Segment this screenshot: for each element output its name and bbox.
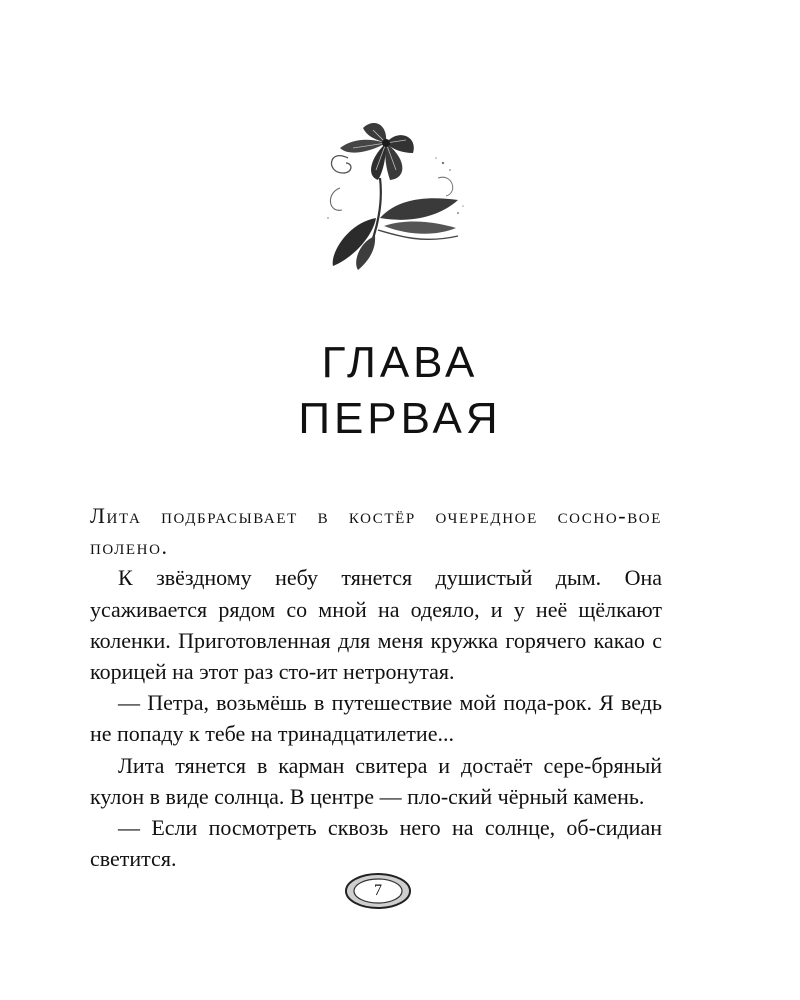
page-number-badge: [343, 870, 413, 912]
chapter-title-line2: ПЕРВАЯ: [298, 394, 502, 443]
page-number: 7: [374, 882, 382, 899]
body-text: [90, 500, 662, 874]
paragraph: Лита тянется в карман свитера и достаёт сере-бряный кулон в виде солнца. В центре — пло-ский чёрный камень.: [90, 752, 662, 809]
paragraph: К звёздному небу тянется душистый дым. Она усаживается рядом со мной на одеяло, и у неё щёлкают коленки. Приготовленная для меня кружка горячего какао с корицей на этот раз сто-ит нетронутая.: [90, 565, 662, 685]
paragraph: — Петра, возьмёшь в путешествие мой пода-рок. Я ведь не попаду к тебе на тринадцатилетие...: [90, 690, 662, 747]
paragraph-lead: Лита подбрасывает в костёр очередное сосно-вое полено.: [90, 503, 662, 560]
chapter-title-line1: ГЛАВА: [321, 338, 479, 387]
paragraph: — Если посмотреть сквозь него на солнце, об-сидиан светится.: [90, 815, 662, 872]
flower-ornament-icon: [318, 118, 468, 273]
chapter-title: [0, 335, 800, 447]
